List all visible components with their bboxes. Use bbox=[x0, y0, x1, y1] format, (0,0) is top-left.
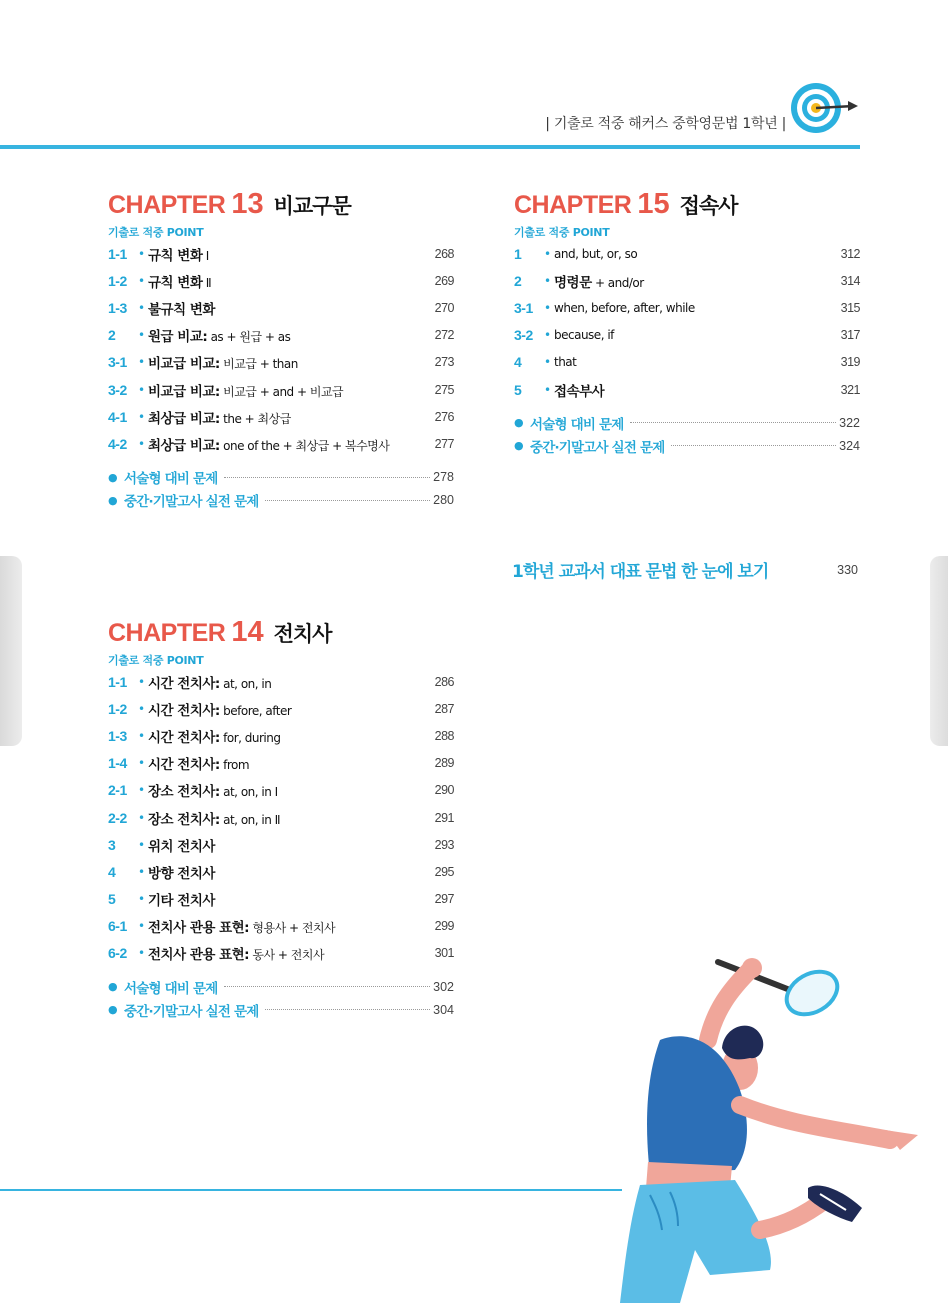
bullet-icon: • bbox=[544, 382, 551, 397]
item-page: 314 bbox=[840, 273, 860, 288]
item-title bbox=[148, 862, 414, 882]
item-title-bold: 기타 전치사 bbox=[148, 893, 215, 910]
item-title bbox=[148, 407, 414, 427]
item-title-rest: and, but, or, so bbox=[554, 246, 638, 261]
item-title-rest: at, on, in Ⅱ bbox=[219, 812, 281, 827]
item-title-rest: Ⅰ bbox=[202, 248, 209, 263]
extra-page: 278 bbox=[433, 470, 454, 484]
item-title bbox=[148, 726, 414, 746]
chapter-title bbox=[108, 616, 454, 650]
toc-item[interactable] bbox=[108, 722, 454, 749]
item-number: 1-2 bbox=[108, 700, 127, 717]
item-page: 315 bbox=[840, 300, 860, 315]
toc-item[interactable] bbox=[108, 886, 454, 913]
chapter-name: 비교구문 bbox=[273, 194, 351, 218]
item-number: 4 bbox=[108, 863, 116, 880]
extra-item[interactable] bbox=[514, 411, 860, 434]
bullet-icon: • bbox=[138, 756, 145, 771]
circle-bullet-icon: ● bbox=[108, 980, 118, 994]
summary-page: 330 bbox=[837, 562, 858, 577]
item-title bbox=[148, 943, 414, 963]
item-title-bold: 시간 전치사: bbox=[148, 757, 220, 774]
item-title bbox=[148, 780, 414, 800]
item-number: 3-2 bbox=[514, 327, 533, 344]
extra-title: 서술형 대비 문제 bbox=[124, 471, 218, 487]
item-number: 3-1 bbox=[514, 299, 533, 316]
item-page: 288 bbox=[434, 728, 454, 743]
chapter-title bbox=[108, 188, 454, 222]
chapter-15 bbox=[514, 188, 860, 457]
item-title-bold: 최상급 비교: bbox=[148, 410, 220, 427]
extra-page: 280 bbox=[433, 493, 454, 507]
toc-item[interactable] bbox=[108, 240, 454, 267]
chapter-number: 15 bbox=[637, 188, 670, 220]
item-title-rest: that bbox=[554, 355, 577, 370]
item-title-bold: 최상급 비교: bbox=[148, 437, 220, 454]
item-number: 3-2 bbox=[108, 381, 127, 398]
bullet-icon: • bbox=[138, 674, 145, 689]
item-title bbox=[148, 271, 414, 291]
item-title bbox=[148, 380, 414, 400]
item-title-bold: 시간 전치사: bbox=[148, 729, 220, 746]
page-header bbox=[0, 78, 948, 158]
header-rule bbox=[0, 145, 860, 149]
item-title-rest: as + 원급 + as bbox=[207, 330, 291, 345]
extra-item[interactable] bbox=[108, 489, 454, 512]
toc-item[interactable] bbox=[108, 267, 454, 294]
toc-item[interactable] bbox=[108, 940, 454, 967]
item-title-rest: Ⅱ bbox=[202, 275, 212, 290]
item-page: 290 bbox=[434, 783, 454, 798]
item-number: 2-1 bbox=[108, 782, 127, 799]
extra-page: 324 bbox=[839, 438, 860, 453]
toc-item[interactable] bbox=[108, 322, 454, 349]
item-page: 270 bbox=[434, 300, 454, 315]
item-page: 268 bbox=[434, 246, 454, 261]
item-title-bold: 접속부사 bbox=[554, 383, 605, 400]
bullet-icon: • bbox=[138, 892, 145, 907]
extra-title: 중간·기말고사 실전 문제 bbox=[530, 439, 665, 456]
item-title bbox=[554, 327, 820, 343]
dotted-leader bbox=[671, 445, 836, 446]
item-page: 287 bbox=[434, 701, 454, 716]
toc-list bbox=[108, 240, 454, 458]
toc-item[interactable] bbox=[514, 349, 860, 376]
toc-item[interactable] bbox=[108, 750, 454, 777]
item-number: 4 bbox=[514, 354, 522, 371]
item-title bbox=[554, 300, 820, 316]
toc-item[interactable] bbox=[108, 668, 454, 695]
item-title-rest: at, on, in Ⅰ bbox=[219, 785, 278, 800]
extra-item[interactable] bbox=[514, 434, 860, 457]
extra-title: 중간·기말고사 실전 문제 bbox=[124, 1003, 259, 1020]
item-title-bold: 시간 전치사: bbox=[148, 702, 220, 719]
bullet-icon: • bbox=[138, 701, 145, 716]
circle-bullet-icon: ● bbox=[514, 416, 524, 430]
toc-item[interactable] bbox=[514, 376, 860, 403]
item-title-rest: before, after bbox=[219, 703, 292, 718]
item-number: 2 bbox=[108, 327, 116, 344]
item-title-bold: 비교급 비교: bbox=[148, 383, 220, 400]
item-title bbox=[148, 434, 414, 454]
toc-item[interactable] bbox=[108, 294, 454, 321]
extras-list bbox=[108, 466, 454, 512]
chapter-14 bbox=[108, 616, 454, 1021]
extras-list bbox=[514, 411, 860, 457]
item-title-rest: 비교급 + than bbox=[219, 357, 298, 372]
toc-item[interactable] bbox=[108, 349, 454, 376]
extra-item[interactable] bbox=[108, 975, 454, 998]
chapter-name: 전치사 bbox=[273, 622, 332, 646]
item-title-bold: 장소 전치사: bbox=[148, 784, 220, 801]
item-number: 6-1 bbox=[108, 918, 127, 935]
item-title bbox=[148, 244, 414, 264]
toc-item[interactable] bbox=[514, 267, 860, 294]
bullet-icon: • bbox=[544, 246, 551, 261]
extra-page: 304 bbox=[433, 1002, 454, 1017]
chapter-word: CHAPTER bbox=[108, 191, 226, 219]
item-page: 297 bbox=[434, 892, 454, 907]
item-page: 312 bbox=[840, 246, 860, 261]
toc-item[interactable] bbox=[108, 831, 454, 858]
bullet-icon: • bbox=[138, 246, 145, 261]
item-number: 5 bbox=[108, 891, 116, 908]
toc-item[interactable] bbox=[108, 403, 454, 430]
item-title-bold: 명령문 bbox=[554, 274, 592, 291]
toc-list bbox=[108, 668, 454, 967]
item-page: 289 bbox=[434, 756, 454, 771]
circle-bullet-icon: ● bbox=[108, 1003, 118, 1017]
extra-page: 322 bbox=[839, 415, 860, 430]
bullet-icon: • bbox=[138, 409, 145, 424]
dotted-leader bbox=[224, 986, 431, 987]
toc-item[interactable] bbox=[108, 804, 454, 831]
item-page: 276 bbox=[434, 409, 454, 424]
bullet-icon: • bbox=[138, 783, 145, 798]
item-title-rest: when, before, after, while bbox=[554, 300, 695, 315]
item-page: 299 bbox=[434, 919, 454, 934]
bullet-icon: • bbox=[138, 946, 145, 961]
item-title-bold: 장소 전치사: bbox=[148, 811, 220, 828]
item-title-bold: 비교급 비교: bbox=[148, 356, 220, 373]
extras-list bbox=[108, 975, 454, 1021]
point-label: 기출로 적중 POINT bbox=[514, 226, 610, 239]
toc-item[interactable] bbox=[108, 695, 454, 722]
extra-title: 서술형 대비 문제 bbox=[530, 416, 624, 433]
point-label: 기출로 적중 POINT bbox=[108, 654, 204, 667]
toc-item[interactable] bbox=[108, 858, 454, 885]
dotted-leader bbox=[265, 500, 430, 501]
item-title-rest: for, during bbox=[219, 730, 281, 745]
item-page: 293 bbox=[434, 837, 454, 852]
item-number: 6-2 bbox=[108, 945, 127, 962]
toc-item[interactable] bbox=[514, 322, 860, 349]
item-title bbox=[554, 246, 820, 262]
item-page: 272 bbox=[434, 328, 454, 343]
bullet-icon: • bbox=[544, 300, 551, 315]
bullet-icon: • bbox=[138, 810, 145, 825]
right-page-tab bbox=[930, 556, 948, 746]
extra-title: 서술형 대비 문제 bbox=[124, 980, 218, 997]
item-title-rest: because, if bbox=[554, 328, 614, 343]
toc-item[interactable] bbox=[108, 430, 454, 457]
item-title bbox=[148, 352, 414, 372]
item-number: 1-4 bbox=[108, 755, 127, 772]
circle-bullet-icon: ● bbox=[108, 493, 118, 507]
left-page-tab bbox=[0, 556, 22, 746]
item-title-rest: the + 최상급 bbox=[219, 411, 291, 426]
item-number: 1-1 bbox=[108, 673, 127, 690]
chapter-number: 13 bbox=[231, 188, 264, 220]
chapter-name: 접속사 bbox=[679, 194, 738, 218]
item-title-bold: 규칙 변화 bbox=[148, 247, 203, 264]
badminton-player-illustration bbox=[600, 930, 940, 1303]
item-title-rest: at, on, in bbox=[219, 676, 272, 691]
item-number: 4-2 bbox=[108, 435, 127, 452]
item-title-rest: from bbox=[219, 758, 250, 773]
item-title bbox=[148, 916, 414, 936]
target-dart-icon bbox=[790, 80, 860, 136]
item-number: 1 bbox=[514, 245, 522, 262]
chapter-word: CHAPTER bbox=[514, 191, 632, 219]
extra-item[interactable] bbox=[108, 466, 454, 489]
item-title-rest: 형용사 + 전치사 bbox=[249, 921, 336, 936]
bullet-icon: • bbox=[544, 355, 551, 370]
bullet-icon: • bbox=[544, 273, 551, 288]
item-title-rest: one of the + 최상급 + 복수명사 bbox=[219, 438, 390, 453]
bullet-icon: • bbox=[138, 328, 145, 343]
item-title-bold: 전치사 관용 표현: bbox=[148, 947, 250, 964]
item-number: 1-2 bbox=[108, 272, 127, 289]
item-title-rest: + and/or bbox=[591, 275, 644, 290]
item-title bbox=[554, 354, 820, 370]
item-number: 2 bbox=[514, 272, 522, 289]
bullet-icon: • bbox=[544, 328, 551, 343]
item-title-bold: 전치사 관용 표현: bbox=[148, 920, 250, 937]
item-title-bold: 불규칙 변화 bbox=[148, 301, 215, 318]
item-title bbox=[148, 298, 414, 318]
chapter-number: 14 bbox=[231, 616, 264, 648]
bullet-icon: • bbox=[138, 300, 145, 315]
item-title-bold: 규칙 변화 bbox=[148, 274, 203, 291]
item-page: 275 bbox=[434, 382, 454, 397]
item-page: 319 bbox=[840, 355, 860, 370]
header-title: | 기출로 적중 해커스 중학영문법 1학년 | bbox=[545, 116, 786, 132]
toc-item[interactable] bbox=[514, 240, 860, 267]
item-title bbox=[148, 889, 414, 909]
item-title-rest: 비교급 + and + 비교급 bbox=[219, 384, 344, 399]
bullet-icon: • bbox=[138, 355, 145, 370]
bottom-rule bbox=[0, 1189, 622, 1191]
item-page: 273 bbox=[434, 355, 454, 370]
item-page: 301 bbox=[434, 946, 454, 961]
summary-title: 1학년 교과서 대표 문법 한 눈에 보기 bbox=[512, 562, 769, 582]
summary-entry[interactable] bbox=[512, 557, 858, 582]
circle-bullet-icon: ● bbox=[514, 439, 524, 453]
item-title bbox=[148, 699, 414, 719]
bullet-icon: • bbox=[138, 919, 145, 934]
item-number: 3 bbox=[108, 836, 116, 853]
bullet-icon: • bbox=[138, 273, 145, 288]
chapter-title bbox=[514, 188, 860, 222]
item-number: 4-1 bbox=[108, 408, 127, 425]
point-label: 기출로 적중 POINT bbox=[108, 226, 204, 239]
chapter-word: CHAPTER bbox=[108, 619, 226, 647]
dotted-leader bbox=[224, 477, 431, 478]
toc-list bbox=[514, 240, 860, 403]
extra-item[interactable] bbox=[108, 998, 454, 1021]
item-title bbox=[554, 271, 820, 291]
bullet-icon: • bbox=[138, 436, 145, 451]
item-page: 321 bbox=[840, 382, 860, 397]
item-number: 3-1 bbox=[108, 354, 127, 371]
item-title bbox=[148, 325, 414, 345]
item-page: 295 bbox=[434, 864, 454, 879]
item-title bbox=[148, 808, 414, 828]
dotted-leader bbox=[630, 422, 837, 423]
chapter-13 bbox=[108, 188, 454, 512]
toc-item[interactable] bbox=[514, 294, 860, 321]
toc-item[interactable] bbox=[108, 777, 454, 804]
extra-page: 302 bbox=[433, 979, 454, 994]
item-title bbox=[148, 672, 414, 692]
item-title-rest: 동사 + 전치사 bbox=[249, 948, 325, 963]
bullet-icon: • bbox=[138, 837, 145, 852]
item-number: 1-1 bbox=[108, 245, 127, 262]
bullet-icon: • bbox=[138, 728, 145, 743]
item-title-bold: 원급 비교: bbox=[148, 329, 208, 346]
item-title-bold: 시간 전치사: bbox=[148, 675, 220, 692]
extra-title: 중간·기말고사 실전 문제 bbox=[124, 494, 259, 510]
circle-bullet-icon: ● bbox=[108, 470, 118, 484]
toc-item[interactable] bbox=[108, 913, 454, 940]
item-number: 5 bbox=[514, 381, 522, 398]
item-number: 2-2 bbox=[108, 809, 127, 826]
item-title bbox=[148, 753, 414, 773]
dotted-leader bbox=[265, 1009, 430, 1010]
item-title bbox=[148, 835, 414, 855]
item-number: 1-3 bbox=[108, 299, 127, 316]
item-number: 1-3 bbox=[108, 727, 127, 744]
item-page: 317 bbox=[840, 328, 860, 343]
item-title bbox=[554, 380, 820, 400]
item-title-bold: 위치 전치사 bbox=[148, 838, 215, 855]
bullet-icon: • bbox=[138, 382, 145, 397]
item-title-bold: 방향 전치사 bbox=[148, 865, 215, 882]
item-page: 291 bbox=[434, 810, 454, 825]
item-page: 286 bbox=[434, 674, 454, 689]
toc-item[interactable] bbox=[108, 376, 454, 403]
bullet-icon: • bbox=[138, 864, 145, 879]
item-page: 277 bbox=[434, 436, 454, 451]
item-page: 269 bbox=[434, 273, 454, 288]
